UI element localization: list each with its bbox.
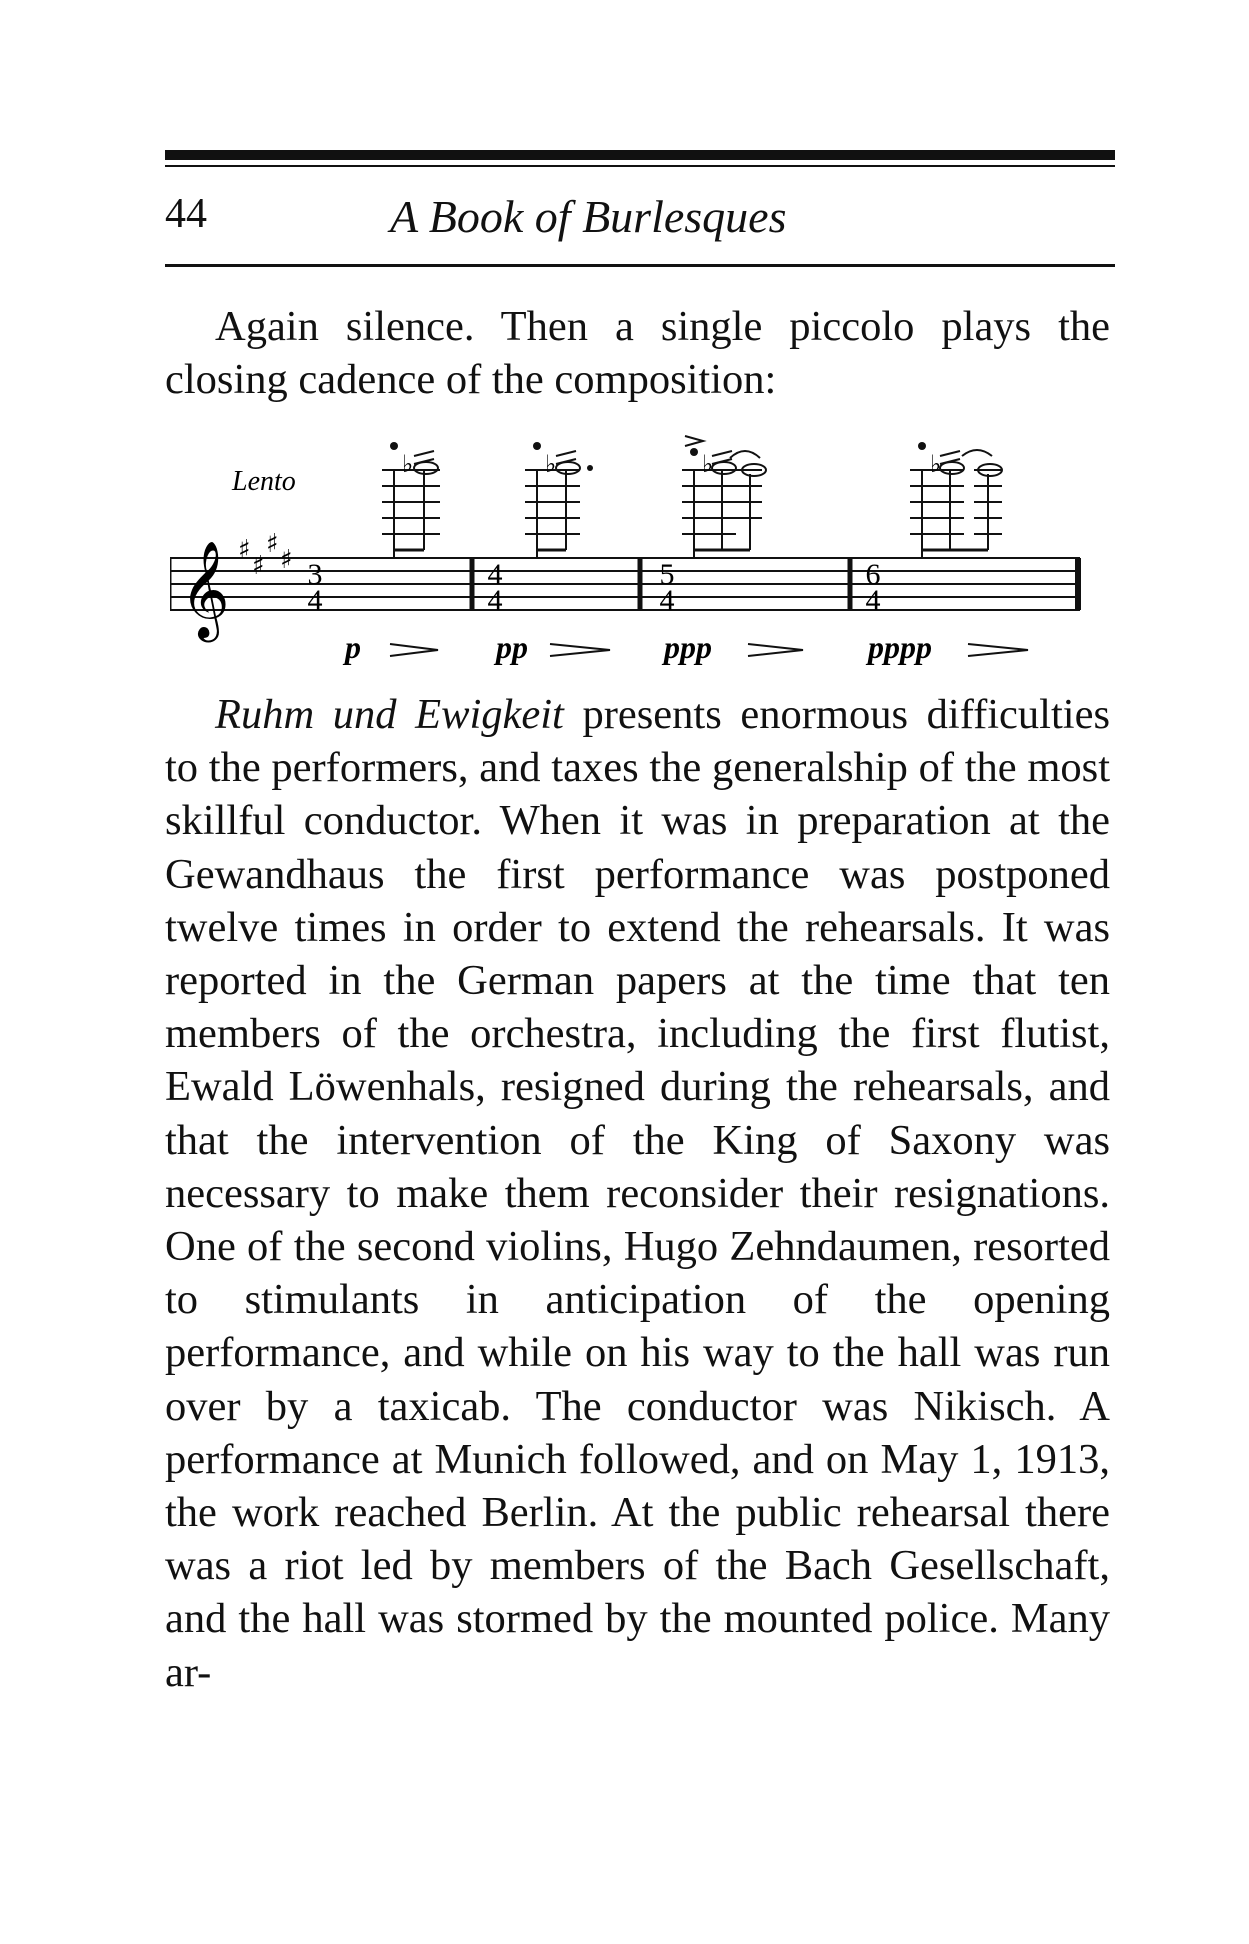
- flat-icon: ♭: [930, 450, 942, 478]
- dynamic-1: p: [345, 629, 361, 665]
- music-notation: [170, 428, 1090, 678]
- staccato-dot-icon: [390, 442, 398, 450]
- paragraph-main-text: presents enormous difficulties to the performers, and taxes the generalship of the most skillful conductor. When it was in preparation at the Gewandhaus the first performance was postponed twelve times in order to extend the rehearsals. It was reported in the German papers at the time that ten members of the orchestra, including the first flutist, Ewald Löwenhals, resigned during the rehearsals, and that the intervention of the King of Saxony was necessary to make them reconsider their resignations. One of the second violins, Hugo Zehndaumen, resorted to stimulants in anticipation of the opening performance, and while on his way to the hall was run over by a taxicab. The conductor was Nikisch. A performance at Munich followed, and on May 1, 1913, the work reached Berlin. At the public rehearsal there was a riot led by members of the Bach Gesellschaft, and the hall was stormed by the mounted police. Many ar-: [165, 691, 1110, 1696]
- treble-clef-icon: 𝄞: [180, 540, 230, 638]
- time-sig-2-bottom: 4: [487, 584, 503, 617]
- key-signature-sharps: [238, 529, 293, 581]
- svg-text:♯: ♯: [252, 551, 265, 581]
- measure-4-notes: [910, 450, 1002, 558]
- time-sig-3-bottom: 4: [659, 584, 675, 617]
- work-title: Ruhm und Ewigkeit: [215, 691, 564, 738]
- svg-text:♯: ♯: [266, 529, 279, 559]
- running-header: [165, 190, 1115, 260]
- svg-text:♯: ♯: [280, 545, 293, 575]
- tempo-marking: Lento: [232, 466, 296, 497]
- time-sig-4-bottom: 4: [865, 584, 881, 617]
- staccato-dot-icon: [918, 442, 926, 450]
- time-sig-4-top: 6: [865, 558, 881, 591]
- staccato-dot-icon: [533, 442, 541, 450]
- dynamic-2: pp: [496, 629, 528, 665]
- time-sig-2-top: 4: [487, 558, 503, 591]
- dot-icon: [587, 465, 593, 471]
- flat-icon: ♭: [545, 450, 557, 478]
- dynamic-3: ppp: [664, 629, 712, 665]
- page-number: 44: [165, 191, 207, 237]
- paragraph-main: [165, 688, 1110, 1699]
- header-underline: [165, 264, 1115, 267]
- staff-lines: [170, 558, 1080, 610]
- flat-icon: ♭: [702, 450, 714, 478]
- music-example: [170, 428, 1090, 678]
- header-rule-thick: [165, 150, 1115, 160]
- flat-icon: ♭: [402, 450, 414, 478]
- time-sig-1-top: 3: [307, 558, 323, 591]
- dynamic-4: pppp: [868, 629, 932, 665]
- header-rule-thin: [165, 165, 1115, 167]
- svg-text:♯: ♯: [238, 535, 251, 565]
- time-sig-3-top: 5: [659, 558, 675, 591]
- time-sig-1-bottom: 4: [307, 584, 323, 617]
- paragraph-intro: Again silence. Then a single piccolo plays the closing cadence of the composition:: [165, 303, 1110, 404]
- staccato-dot-icon: [690, 448, 698, 456]
- running-title: A Book of Burlesques: [390, 191, 787, 242]
